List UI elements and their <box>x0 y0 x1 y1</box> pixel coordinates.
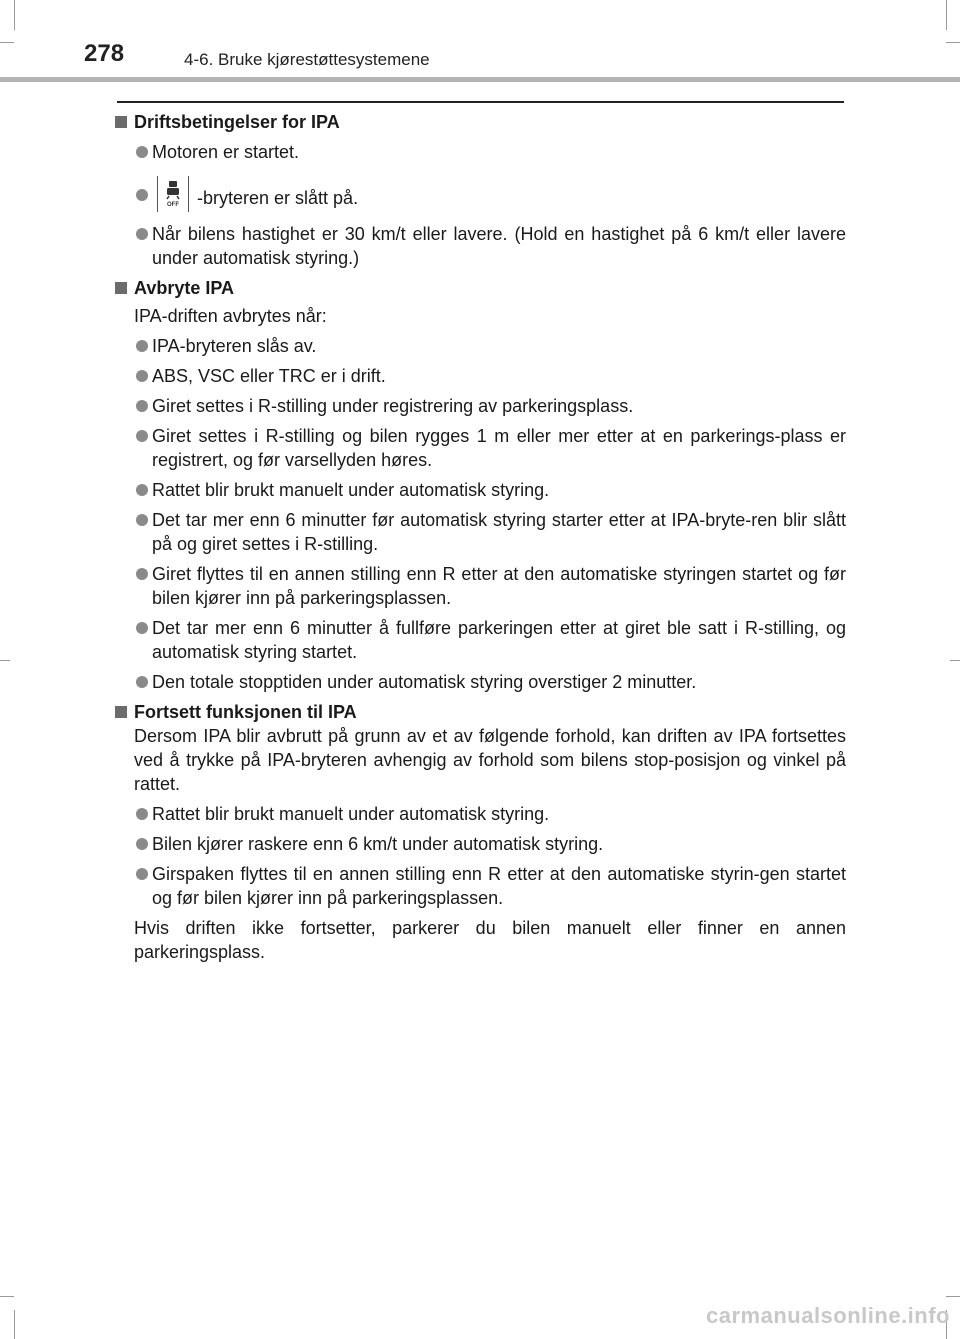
bullet-icon <box>136 146 148 158</box>
bullet-icon <box>136 370 148 382</box>
paragraph: Dersom IPA blir avbrutt på grunn av et av følgende forhold, kan driften av IPA fortsettes ved å trykke på IPA-bryteren avhengig av forhold som bilens stop-posisjon og vinkel på rattet. <box>134 726 846 794</box>
bullet-icon <box>136 430 148 442</box>
list-item: Girspaken flyttes til en annen stilling enn R etter at den automatiske styrin-gen startet og før bilen kjører inn på parkeringsplassen. <box>113 862 846 910</box>
crop-mark <box>14 1310 15 1339</box>
divider-rule <box>117 101 844 103</box>
list-item: Giret settes i R-stilling under registrering av parkeringsplass. <box>113 394 846 418</box>
list-item: Giret flyttes til en annen stilling enn R etter at den automatiske styringen startet og før bilen kjører inn på parkeringsplassen. <box>113 562 846 610</box>
bullet-icon <box>136 868 148 880</box>
list-item: Når bilens hastighet er 30 km/t eller lavere. (Hold en hastighet på 6 km/t eller lavere under automatisk styring.) <box>113 222 846 270</box>
bullet-icon <box>136 189 148 201</box>
bullet-icon <box>136 838 148 850</box>
header-band <box>0 77 960 82</box>
square-bullet-icon <box>115 116 127 128</box>
section-heading: Avbryte IPA <box>113 276 846 300</box>
list-item: Den totale stopptiden under automatisk styring overstiger 2 minutter. <box>113 670 846 694</box>
list-item: ABS, VSC eller TRC er i drift. <box>113 364 846 388</box>
section-title: 4-6. Bruke kjørestøttesystemene <box>184 50 430 69</box>
list-item: Giret settes i R-stilling og bilen rygges 1 m eller mer etter at en parkerings-plass er registrert, og før varsellyden høres. <box>113 424 846 472</box>
bullet-icon <box>136 622 148 634</box>
crop-mark <box>950 660 960 661</box>
list-item: OFF -bryteren er slått på. <box>113 176 846 214</box>
page-content <box>113 108 846 964</box>
ipa-off-switch-icon <box>157 176 189 212</box>
square-bullet-icon <box>115 706 127 718</box>
list-item: IPA-bryteren slås av. <box>113 334 846 358</box>
crop-mark <box>0 42 14 43</box>
bullet-icon <box>136 808 148 820</box>
bullet-icon <box>136 514 148 526</box>
list-item: Rattet blir brukt manuelt under automatisk styring. <box>113 802 846 826</box>
page-number: 278 <box>84 40 125 67</box>
svg-text:OFF: OFF <box>167 202 179 208</box>
list-item: Motoren er startet. <box>113 140 846 164</box>
crop-mark <box>0 1296 14 1297</box>
watermark: carmanualsonline.info <box>706 1303 950 1328</box>
bullet-icon <box>136 340 148 352</box>
bullet-icon <box>136 400 148 412</box>
list-item: Det tar mer enn 6 minutter før automatisk styring starter etter at IPA-bryte-ren blir slått på og giret settes i R-stilling. <box>113 508 846 556</box>
section-heading: Fortsett funksjonen til IPA <box>113 700 846 724</box>
list-item: Bilen kjører raskere enn 6 km/t under automatisk styring. <box>113 832 846 856</box>
crop-mark <box>946 1296 960 1297</box>
paragraph: Hvis driften ikke fortsetter, parkerer du bilen manuelt eller finner en annen parkeringsplass. <box>134 918 846 962</box>
crop-mark <box>14 0 15 30</box>
page-header <box>84 38 960 78</box>
list-item: Det tar mer enn 6 minutter å fullføre parkeringen etter at giret ble satt i R-stilling, og automatisk styring startet. <box>113 616 846 664</box>
crop-mark <box>946 0 947 30</box>
square-bullet-icon <box>115 282 127 294</box>
section-heading: Driftsbetingelser for IPA <box>113 110 846 134</box>
crop-mark <box>0 660 10 661</box>
bullet-icon <box>136 228 148 240</box>
bullet-icon <box>136 676 148 688</box>
paragraph: IPA-driften avbrytes når: <box>134 306 327 326</box>
bullet-icon <box>136 484 148 496</box>
bullet-icon <box>136 568 148 580</box>
list-item: Rattet blir brukt manuelt under automatisk styring. <box>113 478 846 502</box>
